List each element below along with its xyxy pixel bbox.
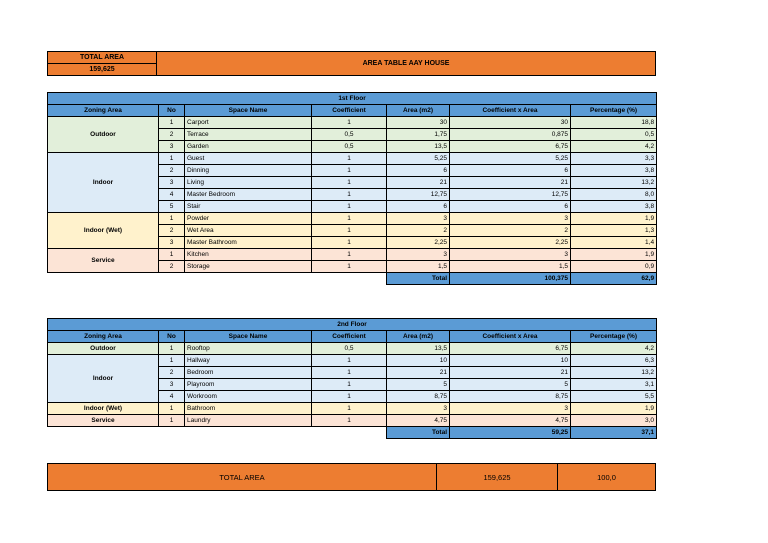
row-number: 3 [159, 177, 185, 189]
coefficient: 1 [312, 165, 387, 177]
coefficient-x-area: 1,5 [450, 261, 571, 273]
coefficient-x-area: 6,75 [450, 343, 571, 355]
area: 5,25 [387, 153, 450, 165]
coefficient-x-area: 3 [450, 213, 571, 225]
column-header: Coefficient [312, 105, 387, 117]
row-number: 3 [159, 379, 185, 391]
row-number: 2 [159, 367, 185, 379]
area: 2,25 [387, 237, 450, 249]
percentage: 8,0 [571, 189, 657, 201]
coefficient-x-area: 6,75 [450, 141, 571, 153]
table-row [48, 153, 657, 165]
space-name: Living [185, 177, 312, 189]
space-name: Carport [185, 117, 312, 129]
space-name: Workroom [185, 391, 312, 403]
space-name: Master Bedroom [185, 189, 312, 201]
total-area-value: 159,625 [47, 63, 157, 76]
floor-title: 2nd Floor [48, 319, 657, 331]
total-percentage: 37,1 [571, 427, 657, 439]
percentage: 0,9 [571, 261, 657, 273]
area: 1,5 [387, 261, 450, 273]
space-name: Storage [185, 261, 312, 273]
area: 4,75 [387, 415, 450, 427]
zone-name: Outdoor [48, 343, 159, 355]
percentage: 5,5 [571, 391, 657, 403]
column-header: Percentage (%) [571, 331, 657, 343]
coefficient-x-area: 6 [450, 201, 571, 213]
coefficient: 1 [312, 213, 387, 225]
coefficient: 1 [312, 177, 387, 189]
percentage: 3,8 [571, 201, 657, 213]
zone-name: Service [48, 415, 159, 427]
area: 13,5 [387, 343, 450, 355]
space-name: Garden [185, 141, 312, 153]
column-header: Area (m2) [387, 105, 450, 117]
area: 12,75 [387, 189, 450, 201]
floor-title: 1st Floor [48, 93, 657, 105]
coefficient: 1 [312, 379, 387, 391]
coefficient: 1 [312, 355, 387, 367]
row-number: 1 [159, 213, 185, 225]
coefficient: 1 [312, 153, 387, 165]
row-number: 2 [159, 165, 185, 177]
coefficient-x-area: 10 [450, 355, 571, 367]
row-number: 1 [159, 415, 185, 427]
table-row [48, 213, 657, 225]
column-header: Coefficient x Area [450, 331, 571, 343]
percentage: 13,2 [571, 367, 657, 379]
row-number: 1 [159, 117, 185, 129]
floor2-table [47, 318, 657, 439]
row-number: 1 [159, 249, 185, 261]
percentage: 6,3 [571, 355, 657, 367]
coefficient: 1 [312, 189, 387, 201]
space-name: Laundry [185, 415, 312, 427]
coefficient-x-area: 2,25 [450, 237, 571, 249]
row-number: 1 [159, 153, 185, 165]
area: 2 [387, 225, 450, 237]
area: 8,75 [387, 391, 450, 403]
percentage: 0,5 [571, 129, 657, 141]
percentage: 4,2 [571, 141, 657, 153]
row-number: 5 [159, 201, 185, 213]
coefficient: 1 [312, 403, 387, 415]
floor1-table [47, 92, 657, 285]
total-spacer [48, 273, 387, 285]
percentage: 1,9 [571, 403, 657, 415]
zone-name: Service [48, 249, 159, 273]
coefficient: 1 [312, 391, 387, 403]
total-area-label: TOTAL AREA [47, 51, 157, 64]
percentage: 13,2 [571, 177, 657, 189]
column-header: Space Name [185, 331, 312, 343]
total-label: Total [387, 427, 450, 439]
column-header: Zoning Area [48, 105, 159, 117]
row-number: 4 [159, 189, 185, 201]
percentage: 3,8 [571, 165, 657, 177]
column-header: Coefficient x Area [450, 105, 571, 117]
space-name: Kitchen [185, 249, 312, 261]
table-row [48, 355, 657, 367]
zone-name: Indoor (Wet) [48, 213, 159, 249]
percentage: 18,8 [571, 117, 657, 129]
area: 21 [387, 367, 450, 379]
coefficient-x-area: 3 [450, 403, 571, 415]
area: 13,5 [387, 141, 450, 153]
row-number: 2 [159, 129, 185, 141]
zone-name: Indoor (Wet) [48, 403, 159, 415]
space-name: Master Bathroom [185, 237, 312, 249]
zone-name: Indoor [48, 355, 159, 403]
total-percentage: 62,9 [571, 273, 657, 285]
row-number: 3 [159, 237, 185, 249]
percentage: 3,1 [571, 379, 657, 391]
area: 3 [387, 249, 450, 261]
space-name: Rooftop [185, 343, 312, 355]
coefficient: 0,5 [312, 343, 387, 355]
area: 1,75 [387, 129, 450, 141]
total-label: Total [387, 273, 450, 285]
column-header: Zoning Area [48, 331, 159, 343]
coefficient-x-area: 30 [450, 117, 571, 129]
coefficient-x-area: 21 [450, 177, 571, 189]
total-area: 100,375 [450, 273, 571, 285]
footer-total-area: 159,625 [436, 463, 558, 491]
coefficient: 0,5 [312, 129, 387, 141]
area: 30 [387, 117, 450, 129]
percentage: 3,0 [571, 415, 657, 427]
column-header: No [159, 105, 185, 117]
space-name: Bedroom [185, 367, 312, 379]
coefficient-x-area: 8,75 [450, 391, 571, 403]
coefficient-x-area: 21 [450, 367, 571, 379]
column-header: Coefficient [312, 331, 387, 343]
percentage: 1,4 [571, 237, 657, 249]
table-row [48, 403, 657, 415]
coefficient-x-area: 3 [450, 249, 571, 261]
area: 21 [387, 177, 450, 189]
zone-name: Indoor [48, 153, 159, 213]
footer-total-label: TOTAL AREA [47, 463, 437, 491]
coefficient: 1 [312, 201, 387, 213]
space-name: Hallway [185, 355, 312, 367]
total-spacer [48, 427, 387, 439]
coefficient: 1 [312, 415, 387, 427]
coefficient: 1 [312, 249, 387, 261]
row-number: 2 [159, 225, 185, 237]
table-row [48, 415, 657, 427]
table-row [48, 117, 657, 129]
coefficient-x-area: 6 [450, 165, 571, 177]
footer-total-pct: 100,0 [557, 463, 656, 491]
row-number: 4 [159, 391, 185, 403]
space-name: Guest [185, 153, 312, 165]
space-name: Dinning [185, 165, 312, 177]
percentage: 1,9 [571, 249, 657, 261]
row-number: 3 [159, 141, 185, 153]
row-number: 1 [159, 343, 185, 355]
space-name: Wet Area [185, 225, 312, 237]
percentage: 4,2 [571, 343, 657, 355]
percentage: 1,3 [571, 225, 657, 237]
row-number: 1 [159, 355, 185, 367]
space-name: Playroom [185, 379, 312, 391]
space-name: Stair [185, 201, 312, 213]
column-header: Area (m2) [387, 331, 450, 343]
percentage: 1,9 [571, 213, 657, 225]
percentage: 3,3 [571, 153, 657, 165]
column-header: No [159, 331, 185, 343]
area: 10 [387, 355, 450, 367]
area: 6 [387, 201, 450, 213]
table-row [48, 249, 657, 261]
zone-name: Outdoor [48, 117, 159, 153]
column-header: Percentage (%) [571, 105, 657, 117]
row-number: 2 [159, 261, 185, 273]
row-number: 1 [159, 403, 185, 415]
coefficient: 0,5 [312, 141, 387, 153]
coefficient: 1 [312, 237, 387, 249]
total-area: 59,25 [450, 427, 571, 439]
column-header: Space Name [185, 105, 312, 117]
area: 3 [387, 213, 450, 225]
space-name: Terrace [185, 129, 312, 141]
table-row [48, 343, 657, 355]
coefficient-x-area: 2 [450, 225, 571, 237]
coefficient-x-area: 12,75 [450, 189, 571, 201]
coefficient-x-area: 4,75 [450, 415, 571, 427]
coefficient-x-area: 5 [450, 379, 571, 391]
coefficient: 1 [312, 117, 387, 129]
area: 6 [387, 165, 450, 177]
space-name: Bathroom [185, 403, 312, 415]
space-name: Powder [185, 213, 312, 225]
coefficient: 1 [312, 367, 387, 379]
area: 3 [387, 403, 450, 415]
page-title: AREA TABLE AAY HOUSE [156, 51, 656, 76]
coefficient-x-area: 0,875 [450, 129, 571, 141]
coefficient-x-area: 5,25 [450, 153, 571, 165]
coefficient: 1 [312, 261, 387, 273]
area: 5 [387, 379, 450, 391]
coefficient: 1 [312, 225, 387, 237]
